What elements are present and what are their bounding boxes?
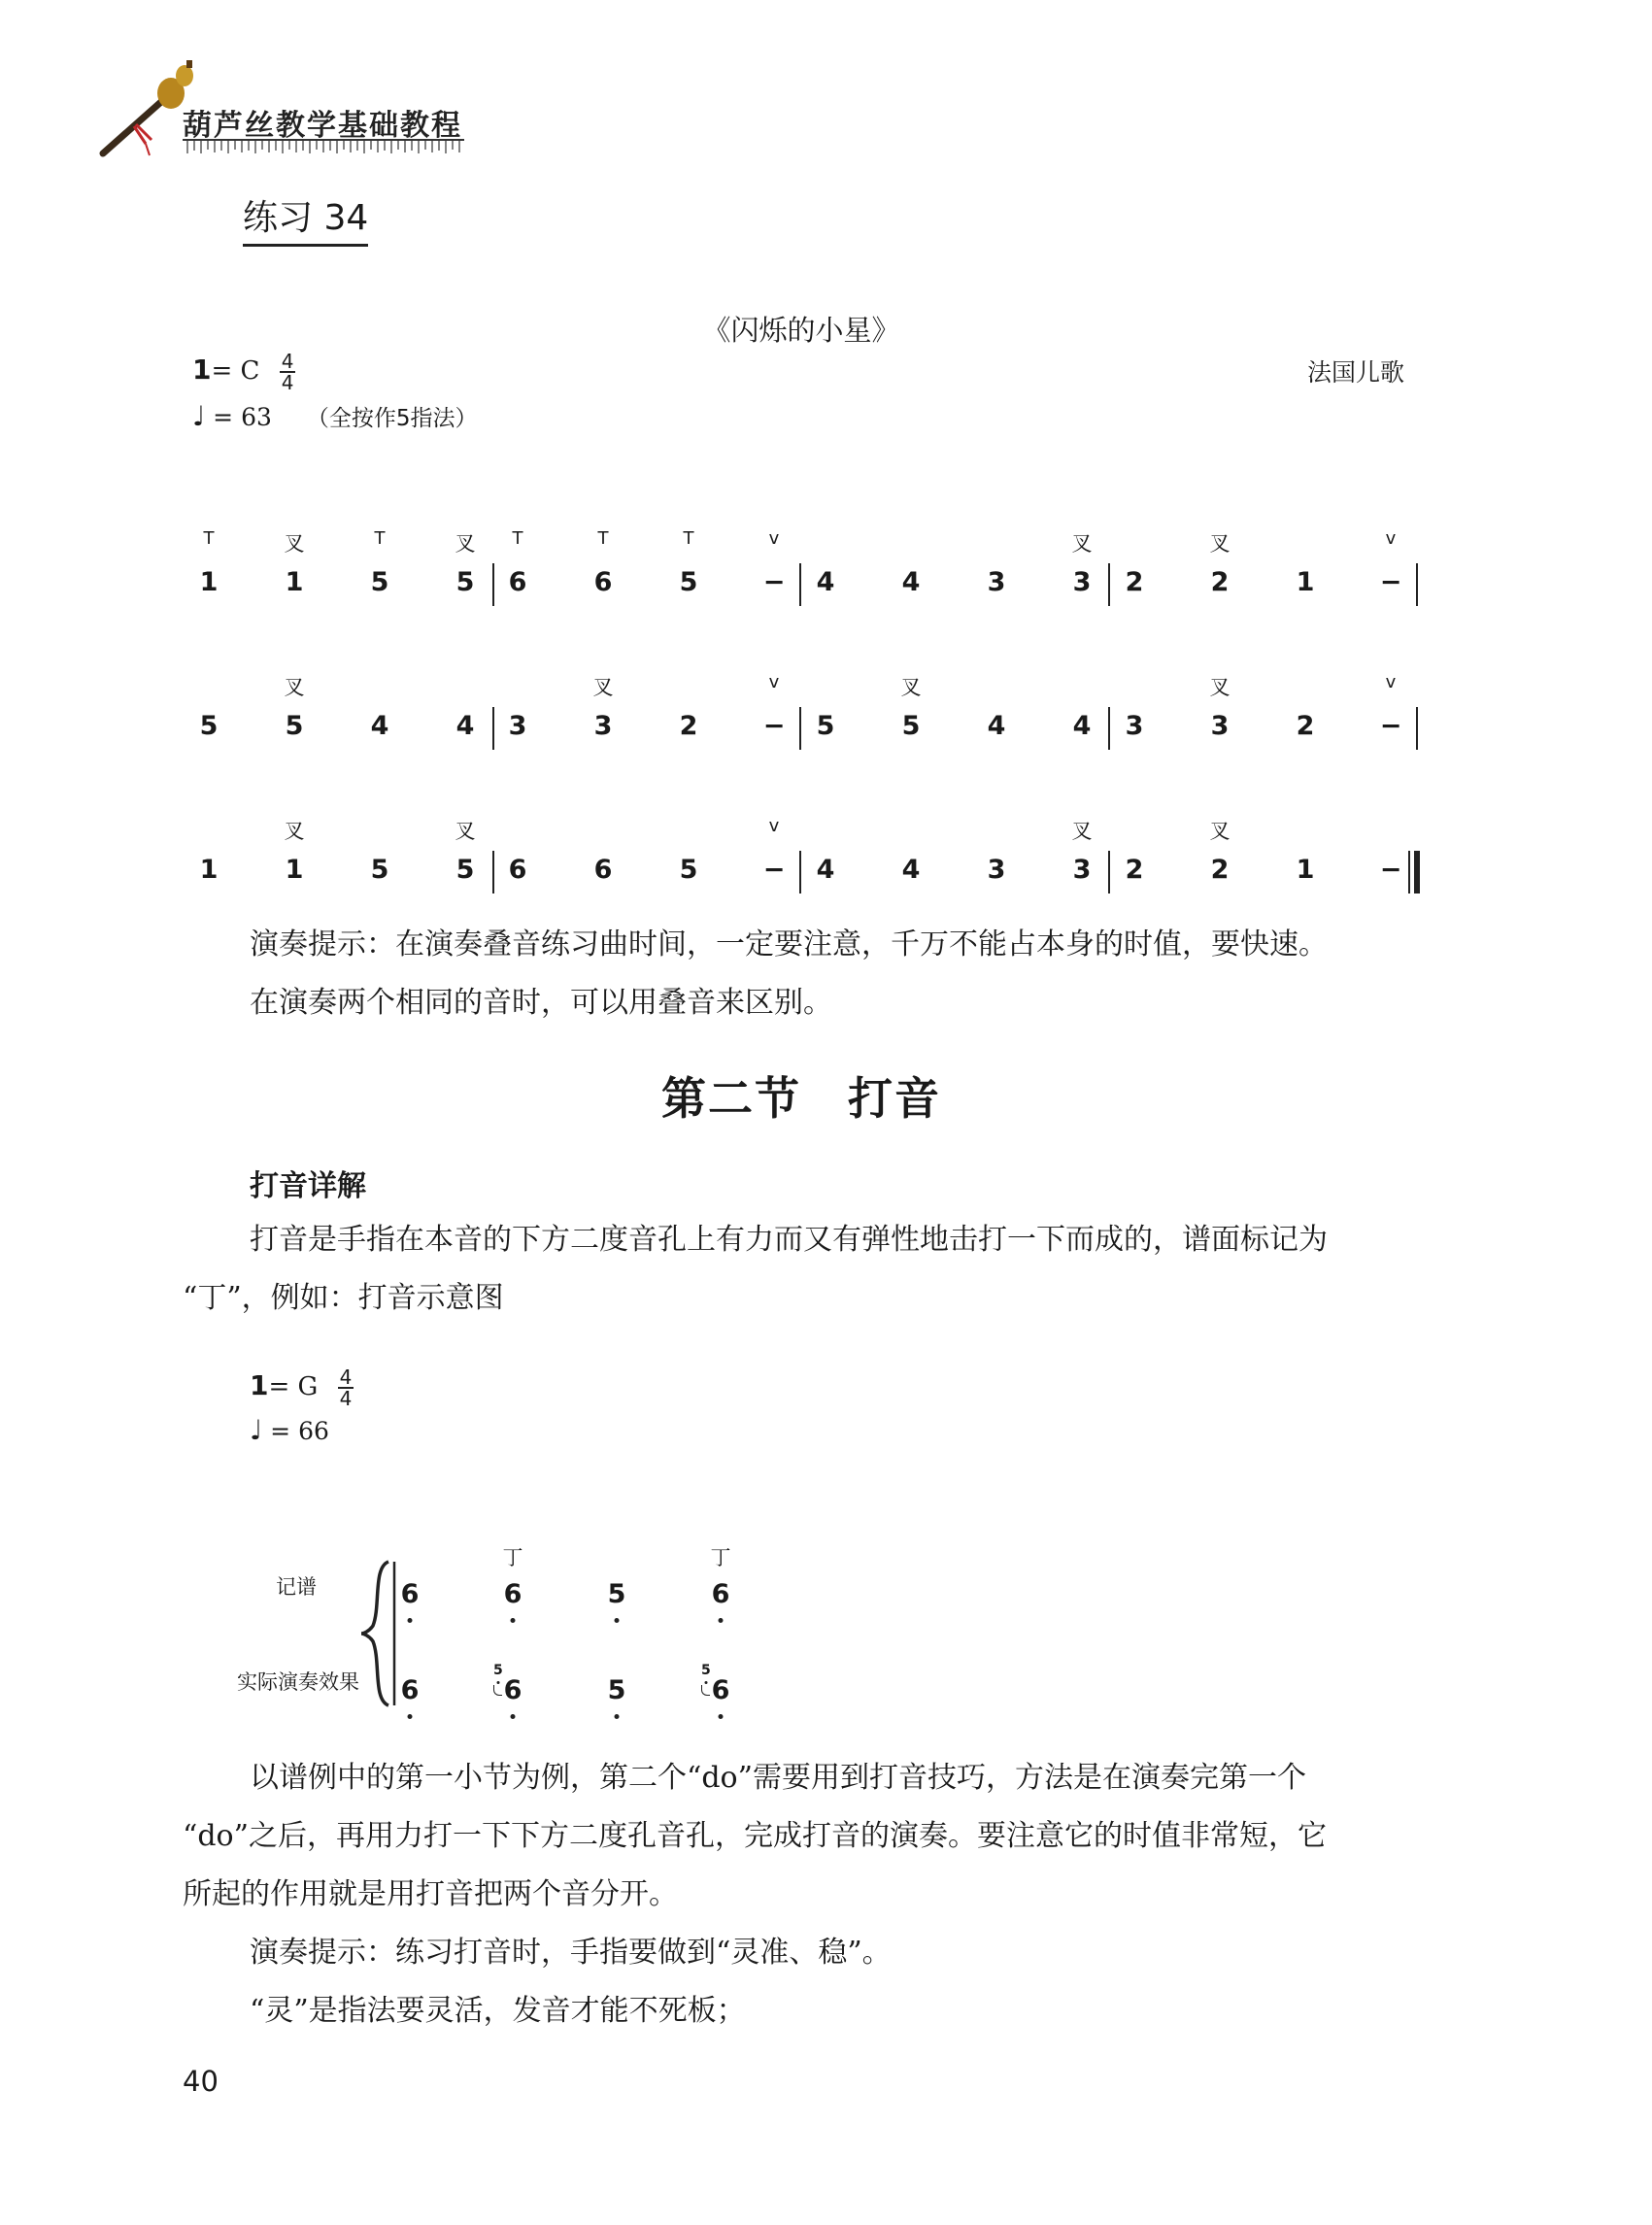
score-note: 5	[370, 567, 389, 597]
barline	[799, 707, 801, 750]
score-note: 4	[455, 711, 475, 741]
example-key-number: 1	[250, 1369, 269, 1401]
example-note: 6	[711, 1579, 730, 1609]
cross-mark: 叉	[455, 820, 476, 843]
barline	[1108, 851, 1110, 893]
score-note: 2	[1296, 711, 1315, 741]
score-note: 4	[987, 711, 1006, 741]
low-octave-dot	[615, 1714, 620, 1719]
score-note: 5	[816, 711, 835, 741]
performance-tip-line-2: 在演奏两个相同的音时，可以用叠音来区别。	[250, 986, 832, 1020]
score-note: 2	[1210, 567, 1230, 597]
score-note: 5	[199, 711, 219, 741]
low-octave-dot	[511, 1714, 516, 1719]
score-note: 3	[508, 711, 527, 741]
score-note: 5	[285, 711, 304, 741]
barline	[1108, 563, 1110, 606]
breath-mark: v	[768, 672, 780, 692]
performance-tip-2: 演奏提示：练习打音时，手指要做到“灵准、稳”。	[250, 1936, 892, 1970]
score-note: 3	[1125, 711, 1144, 741]
time-signature	[280, 352, 296, 392]
book-title: 葫芦丝教学基础教程	[183, 109, 462, 143]
example-note: 6	[400, 1579, 420, 1609]
score-note: 1	[199, 855, 219, 885]
score-note: 3	[1072, 855, 1092, 885]
barline	[799, 851, 801, 893]
example-time-bottom: 4	[339, 1387, 353, 1410]
low-octave-dot	[408, 1618, 413, 1623]
ling-explanation: “灵”是指法要灵活，发音才能不死板；	[250, 1994, 746, 2028]
grace-note-slur	[701, 1685, 710, 1696]
barline	[1416, 707, 1418, 750]
score-note: 6	[508, 855, 527, 885]
cross-mark: 叉	[455, 532, 476, 556]
score-note: 1	[1296, 855, 1315, 885]
breath-mark: v	[1385, 528, 1397, 549]
fingering-note: （全按作5指法）	[306, 406, 478, 431]
breath-mark: v	[768, 528, 780, 549]
score-note: 5	[679, 855, 698, 885]
low-octave-dot	[511, 1618, 516, 1623]
grace-note: 5	[493, 1663, 503, 1678]
barline	[492, 563, 494, 606]
cross-mark: 叉	[284, 532, 305, 556]
example-tempo	[250, 1414, 329, 1446]
brace-icon	[359, 1558, 398, 1709]
time-signature-bottom: 4	[281, 371, 294, 394]
barline	[492, 851, 494, 893]
score-note: 3	[987, 855, 1006, 885]
barline	[1108, 707, 1110, 750]
tongue-mark: T	[374, 528, 386, 549]
header-fringe-decoration	[183, 138, 464, 155]
barline	[799, 563, 801, 606]
key-signature	[192, 352, 295, 392]
cross-mark: 叉	[284, 820, 305, 843]
paragraph-2-line-2: “do”之后，再用力打一下下方二度孔音孔，完成打音的演奏。要注意它的时值非常短，它	[183, 1819, 1327, 1853]
grace-note-dot	[497, 1681, 500, 1684]
example-note: 6	[503, 1579, 523, 1609]
example-note: 5	[607, 1675, 626, 1705]
tempo-value: = 63	[213, 403, 272, 431]
score-note: 3	[1072, 567, 1092, 597]
score-note: 4	[816, 855, 835, 885]
exercise-title: 练习 34	[243, 190, 368, 247]
grace-note-dot	[705, 1681, 708, 1684]
score-note: 6	[508, 567, 527, 597]
paragraph-1-line-1: 打音是手指在本音的下方二度音孔上有力而又有弹性地击打一下而成的，谱面标记为	[250, 1223, 1328, 1257]
cross-mark: 叉	[1071, 820, 1093, 843]
example-note: 6	[503, 1675, 523, 1705]
score-note: 4	[370, 711, 389, 741]
score-note: 4	[901, 567, 921, 597]
tempo-marking	[192, 400, 477, 432]
score-note: −	[762, 711, 786, 741]
score-note: 1	[285, 567, 304, 597]
paragraph-1-line-2: “丁”，例如：打音示意图	[183, 1281, 504, 1315]
performance-tip-line-1: 演奏提示：在演奏叠音练习曲时间，一定要注意，千万不能占本身的时值，要快速。	[250, 927, 1328, 961]
score-note: 3	[593, 711, 613, 741]
key-number: 1	[192, 354, 212, 386]
tongue-mark: T	[512, 528, 523, 549]
example-note: 6	[711, 1675, 730, 1705]
example-time-top: 4	[339, 1365, 353, 1389]
score-note: 3	[1210, 711, 1230, 741]
page-number: 40	[183, 2065, 219, 2098]
ding-mark: 丁	[502, 1546, 523, 1569]
score-note: 5	[679, 567, 698, 597]
score-note: −	[1379, 711, 1402, 741]
score-note: 2	[1210, 855, 1230, 885]
score-note: 2	[1125, 855, 1144, 885]
score-note: 6	[593, 855, 613, 885]
ding-mark: 丁	[710, 1546, 731, 1569]
example-note: 6	[400, 1675, 420, 1705]
score-note: 4	[1072, 711, 1092, 741]
cross-mark: 叉	[1209, 532, 1231, 556]
performance-row-label: 实际演奏效果	[237, 1670, 359, 1694]
breath-mark: v	[1385, 672, 1397, 692]
example-quarter-note-icon: ♩	[250, 1414, 263, 1446]
tongue-mark: T	[203, 528, 215, 549]
example-note: 5	[607, 1579, 626, 1609]
song-title: 《闪烁的小星》	[702, 314, 900, 347]
cross-mark: 叉	[900, 676, 922, 699]
notation-row-label: 记谱	[276, 1575, 317, 1599]
score-note: 5	[455, 855, 475, 885]
score-note: 4	[901, 855, 921, 885]
grace-note-slur	[493, 1685, 502, 1696]
score-note: 4	[816, 567, 835, 597]
example-key-signature	[250, 1367, 354, 1408]
score-note: −	[762, 855, 786, 885]
score-note: 6	[593, 567, 613, 597]
paragraph-2-line-3: 所起的作用就是用打音把两个音分开。	[183, 1877, 678, 1911]
cross-mark: 叉	[1209, 676, 1231, 699]
example-time-signature	[338, 1367, 354, 1408]
score-note: 1	[285, 855, 304, 885]
score-note: −	[762, 567, 786, 597]
score-note: 1	[1296, 567, 1315, 597]
cross-mark: 叉	[284, 676, 305, 699]
grace-note: 5	[701, 1663, 711, 1678]
low-octave-dot	[408, 1714, 413, 1719]
time-signature-top: 4	[281, 350, 294, 373]
example-tempo-value: = 66	[270, 1417, 329, 1445]
example-key-name: = G	[268, 1372, 319, 1401]
tongue-mark: T	[683, 528, 694, 549]
score-note: 5	[370, 855, 389, 885]
quarter-note-icon: ♩	[192, 400, 206, 432]
final-barline	[1408, 851, 1410, 893]
paragraph-2-line-1: 以谱例中的第一小节为例，第二个“do”需要用到打音技巧，方法是在演奏完第一个	[250, 1761, 1306, 1795]
score-note: −	[1379, 567, 1402, 597]
song-origin: 法国儿歌	[1307, 358, 1405, 387]
score-note: 1	[199, 567, 219, 597]
breath-mark: v	[768, 816, 780, 836]
sub-heading: 打音详解	[250, 1169, 366, 1203]
final-barline-thick	[1414, 851, 1420, 893]
barline	[1416, 563, 1418, 606]
key-name: = C	[211, 356, 260, 386]
low-octave-dot	[719, 1714, 724, 1719]
score-note: 3	[987, 567, 1006, 597]
cross-mark: 叉	[1209, 820, 1231, 843]
low-octave-dot	[719, 1618, 724, 1623]
score-note: 5	[901, 711, 921, 741]
section-title: 第二节 打音	[661, 1072, 941, 1125]
score-note: 5	[455, 567, 475, 597]
score-note: 2	[1125, 567, 1144, 597]
barline	[492, 707, 494, 750]
low-octave-dot	[615, 1618, 620, 1623]
score-note: 2	[679, 711, 698, 741]
tongue-mark: T	[597, 528, 609, 549]
cross-mark: 叉	[592, 676, 614, 699]
score-note: −	[1379, 855, 1402, 885]
cross-mark: 叉	[1071, 532, 1093, 556]
